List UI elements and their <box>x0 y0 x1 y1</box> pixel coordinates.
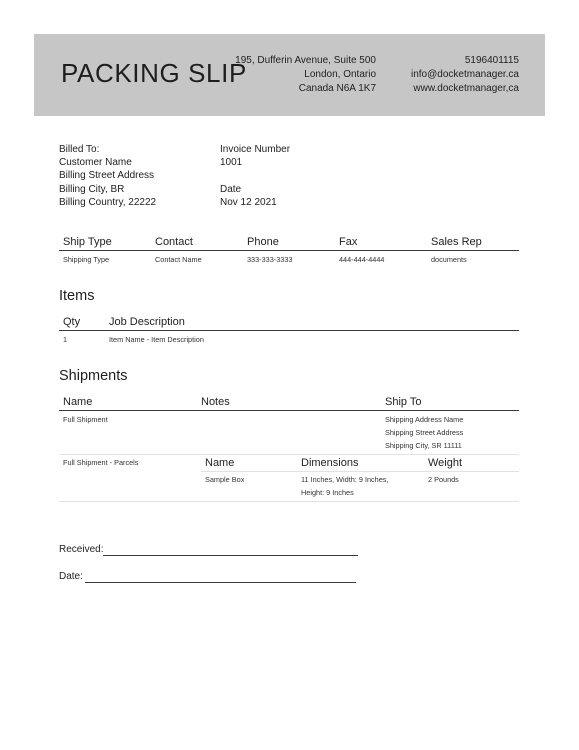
col-header-job-description: Job Description <box>109 316 185 328</box>
shipment-name-cell: Full Shipment - Parcels <box>63 458 139 467</box>
col-header-sales-rep: Sales Rep <box>431 236 482 248</box>
table-header-rule <box>59 330 519 331</box>
parcel-dimensions-line: Height: 9 Inches <box>301 488 354 497</box>
row-divider <box>59 501 519 502</box>
parcel-col-header-name: Name <box>205 457 235 469</box>
shipments-heading: Shipments <box>59 368 128 384</box>
parcel-header-rule <box>201 471 519 472</box>
fax-cell: 444-444-4444 <box>339 255 385 264</box>
address-line: 195, Dufferin Avenue, Suite 500 <box>235 55 376 66</box>
col-header-ship-to: Ship To <box>385 396 422 408</box>
table-header-rule <box>59 250 519 251</box>
company-website: www.docketmanager,ca <box>413 83 519 94</box>
date-signature-label: Date: <box>59 571 83 582</box>
ship-to-name: Shipping Address Name <box>385 415 464 424</box>
invoice-date: Nov 12 2021 <box>220 196 277 208</box>
parcel-dimensions-line: 11 Inches, Width: 9 Inches, <box>301 475 389 484</box>
billing-city: Billing City, BR <box>59 183 125 195</box>
customer-name: Customer Name <box>59 157 132 169</box>
company-address <box>235 54 376 96</box>
parcel-col-header-dimensions: Dimensions <box>301 457 359 469</box>
invoice-block <box>220 143 290 209</box>
col-header-contact: Contact <box>155 236 193 248</box>
row-divider <box>59 454 519 455</box>
billing-street: Billing Street Address <box>59 170 155 182</box>
company-email: info@docketmanager.ca <box>411 69 519 80</box>
address-line: London, Ontario <box>304 69 376 80</box>
col-header-ship-type: Ship Type <box>63 236 112 248</box>
address-line: Canada N6A 1K7 <box>298 83 376 94</box>
items-heading: Items <box>59 288 95 304</box>
company-contact <box>411 54 519 96</box>
received-signature-line <box>103 555 358 556</box>
header-band <box>34 34 545 116</box>
col-header-qty: Qty <box>63 316 81 328</box>
parcel-col-header-weight: Weight <box>428 457 463 469</box>
date-label: Date <box>220 183 242 195</box>
ship-to-city: Shipping City, SR 11111 <box>385 441 462 450</box>
page-title: PACKING SLIP <box>61 58 247 88</box>
received-label: Received: <box>59 544 104 555</box>
spacer <box>220 169 290 182</box>
parcel-weight-cell: 2 Pounds <box>428 475 459 484</box>
company-phone: 5196401115 <box>464 55 519 66</box>
invoice-number: 1001 <box>220 157 243 169</box>
col-header-name: Name <box>63 396 93 408</box>
col-header-notes: Notes <box>201 396 230 408</box>
shipment-name-cell: Full Shipment <box>63 415 108 424</box>
date-signature-line <box>85 582 356 583</box>
sales-rep-cell: documents <box>431 255 467 264</box>
contact-cell: Contact Name <box>155 255 202 264</box>
ship-to-street: Shipping Street Address <box>385 428 464 437</box>
table-header-rule <box>59 410 519 411</box>
invoice-number-label: Invoice Number <box>220 144 291 155</box>
billing-country: Billing Country, 22222 <box>59 196 157 208</box>
ship-type-cell: Shipping Type <box>63 255 110 264</box>
job-description-cell: Item Name - Item Description <box>109 335 204 344</box>
parcel-name-cell: Sample Box <box>205 475 245 484</box>
qty-cell: 1 <box>63 335 68 344</box>
phone-cell: 333-333-3333 <box>247 255 293 264</box>
billed-to-label: Billed To: <box>59 144 100 155</box>
col-header-phone: Phone <box>247 236 279 248</box>
col-header-fax: Fax <box>339 236 358 248</box>
billed-to-block <box>59 143 156 209</box>
